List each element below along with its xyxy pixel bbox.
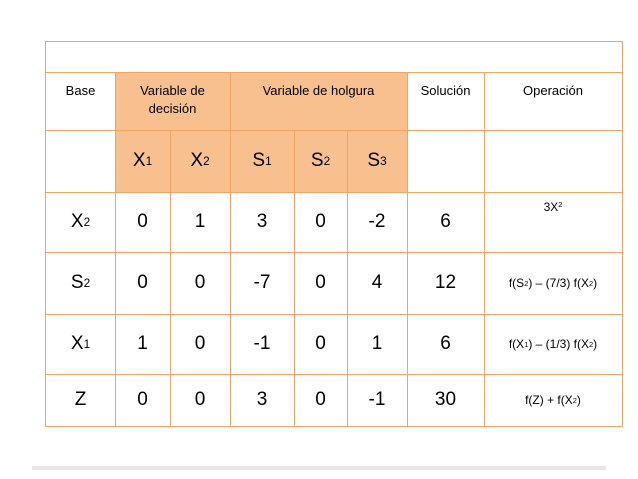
row-value: 0 [194, 389, 206, 410]
row-value: -7 [253, 272, 271, 293]
operation-index: 1 [524, 339, 529, 349]
subheader-index: 1 [145, 154, 153, 168]
row-solution-cell [407, 314, 484, 374]
subheader-1 [170, 130, 230, 192]
row-base: S [70, 272, 84, 293]
subheader-var: S [310, 150, 324, 171]
row-value-cell [347, 314, 407, 374]
operation-text: ) [593, 276, 598, 290]
row-solution: 6 [440, 333, 451, 354]
row-value-cell [170, 192, 230, 252]
row-value-cell [347, 374, 407, 426]
row-value: 0 [137, 389, 148, 410]
grid-vline [170, 130, 171, 426]
row-value-cell [115, 252, 170, 314]
row-value: 4 [371, 272, 383, 293]
grid-hline [46, 314, 622, 315]
row-value-cell [230, 192, 294, 252]
subheader-var: X [190, 150, 204, 171]
row-base-cell [46, 314, 115, 374]
grid-vline [230, 72, 231, 426]
row-value-cell [230, 374, 294, 426]
row-base-cell [46, 252, 115, 314]
row-operation-cell [484, 252, 622, 314]
header-slack-variable [230, 72, 407, 130]
row-solution-cell [407, 192, 484, 252]
grid-vline [407, 72, 408, 426]
grid-vline [347, 130, 348, 426]
row-value: 3 [256, 389, 268, 410]
row-base-cell [46, 374, 115, 426]
row-value: 1 [194, 211, 206, 232]
row-value: 0 [315, 333, 326, 354]
row-value: -2 [368, 211, 386, 232]
row-value: 0 [194, 333, 206, 354]
header-base [46, 72, 115, 130]
header-solution-label: Solución [420, 83, 471, 98]
subheader-index: 3 [380, 154, 387, 168]
subheader-3 [294, 130, 347, 192]
operation-text: f(S [508, 276, 525, 290]
operation-text: ) – (7/3) f(X [528, 276, 590, 290]
subheader-index: 2 [323, 154, 331, 168]
row-value: 1 [137, 333, 148, 354]
row-base-cell [46, 192, 115, 252]
row-value-cell [170, 374, 230, 426]
row-value-cell [347, 252, 407, 314]
row-solution: 6 [440, 211, 451, 232]
row-value-cell [230, 314, 294, 374]
subheader-var: S [252, 150, 266, 171]
operation-text: ) [576, 393, 581, 407]
operation-text: f(Z) + f(X [525, 393, 573, 407]
row-value: 0 [315, 272, 326, 293]
operation-text: ) – (1/3) f(X [528, 337, 590, 351]
operation-index: 2 [558, 200, 563, 209]
subheader-index: 2 [203, 154, 210, 168]
row-value-cell [170, 252, 230, 314]
row-value-cell [115, 374, 170, 426]
row-solution: 12 [434, 272, 457, 293]
grid-vline [294, 130, 295, 426]
grid-vline [115, 72, 116, 426]
row-value-cell [294, 314, 347, 374]
row-operation-cell [484, 374, 622, 426]
row-value: 0 [137, 211, 148, 232]
subheader-index: 1 [265, 154, 272, 168]
row-value: 1 [371, 333, 383, 354]
row-value: 0 [137, 272, 148, 293]
operation-text: 3X [543, 200, 559, 214]
row-value: 0 [315, 211, 326, 232]
subheader-2 [230, 130, 294, 192]
grid-hline [46, 72, 622, 73]
row-value: -1 [253, 333, 271, 354]
operation-text: f(X [508, 337, 525, 351]
header-decision-variable [115, 72, 230, 130]
row-solution: 30 [434, 389, 457, 410]
subheader-4 [347, 130, 407, 192]
operation-index: 2 [524, 278, 529, 288]
header-operation-label: Operación [523, 83, 583, 98]
operation-index: 2 [589, 278, 594, 288]
simplex-table [45, 41, 623, 427]
operation-text: ) [593, 337, 598, 351]
header-operation [484, 72, 622, 130]
row-value-cell [115, 314, 170, 374]
row-value: 0 [315, 389, 326, 410]
header-decision-variable-label: Variable de decisión [140, 83, 205, 116]
row-value: 0 [194, 272, 206, 293]
row-value-cell [294, 252, 347, 314]
row-base-index: 2 [83, 215, 91, 229]
subheader-var: X [132, 150, 146, 171]
operation-index: 2 [572, 395, 577, 405]
row-base: X [70, 211, 84, 232]
row-value: -1 [368, 389, 386, 410]
row-value-cell [230, 252, 294, 314]
grid-hline [46, 192, 622, 193]
grid-vline [484, 72, 485, 426]
footer-bar [32, 466, 606, 470]
row-base: X [70, 333, 84, 354]
grid-hline [46, 130, 622, 131]
row-value-cell [294, 374, 347, 426]
header-base-label: Base [65, 83, 96, 98]
row-value: 3 [256, 211, 268, 232]
row-solution-cell [407, 252, 484, 314]
header-slack-variable-label: Variable de holgura [262, 83, 375, 98]
row-value-cell [294, 192, 347, 252]
row-value-cell [170, 314, 230, 374]
subheader-var: S [367, 150, 381, 171]
row-operation-cell [484, 192, 622, 252]
row-base-index: 1 [83, 337, 91, 351]
operation-index: 2 [589, 339, 594, 349]
grid-hline [46, 374, 622, 375]
row-value-cell [115, 192, 170, 252]
row-base: Z [74, 389, 87, 410]
subheader-0 [115, 130, 170, 192]
row-base-index: 2 [83, 276, 91, 290]
grid-hline [46, 252, 622, 253]
row-operation-cell [484, 314, 622, 374]
row-solution-cell [407, 374, 484, 426]
header-solution [407, 72, 484, 130]
row-value-cell [347, 192, 407, 252]
